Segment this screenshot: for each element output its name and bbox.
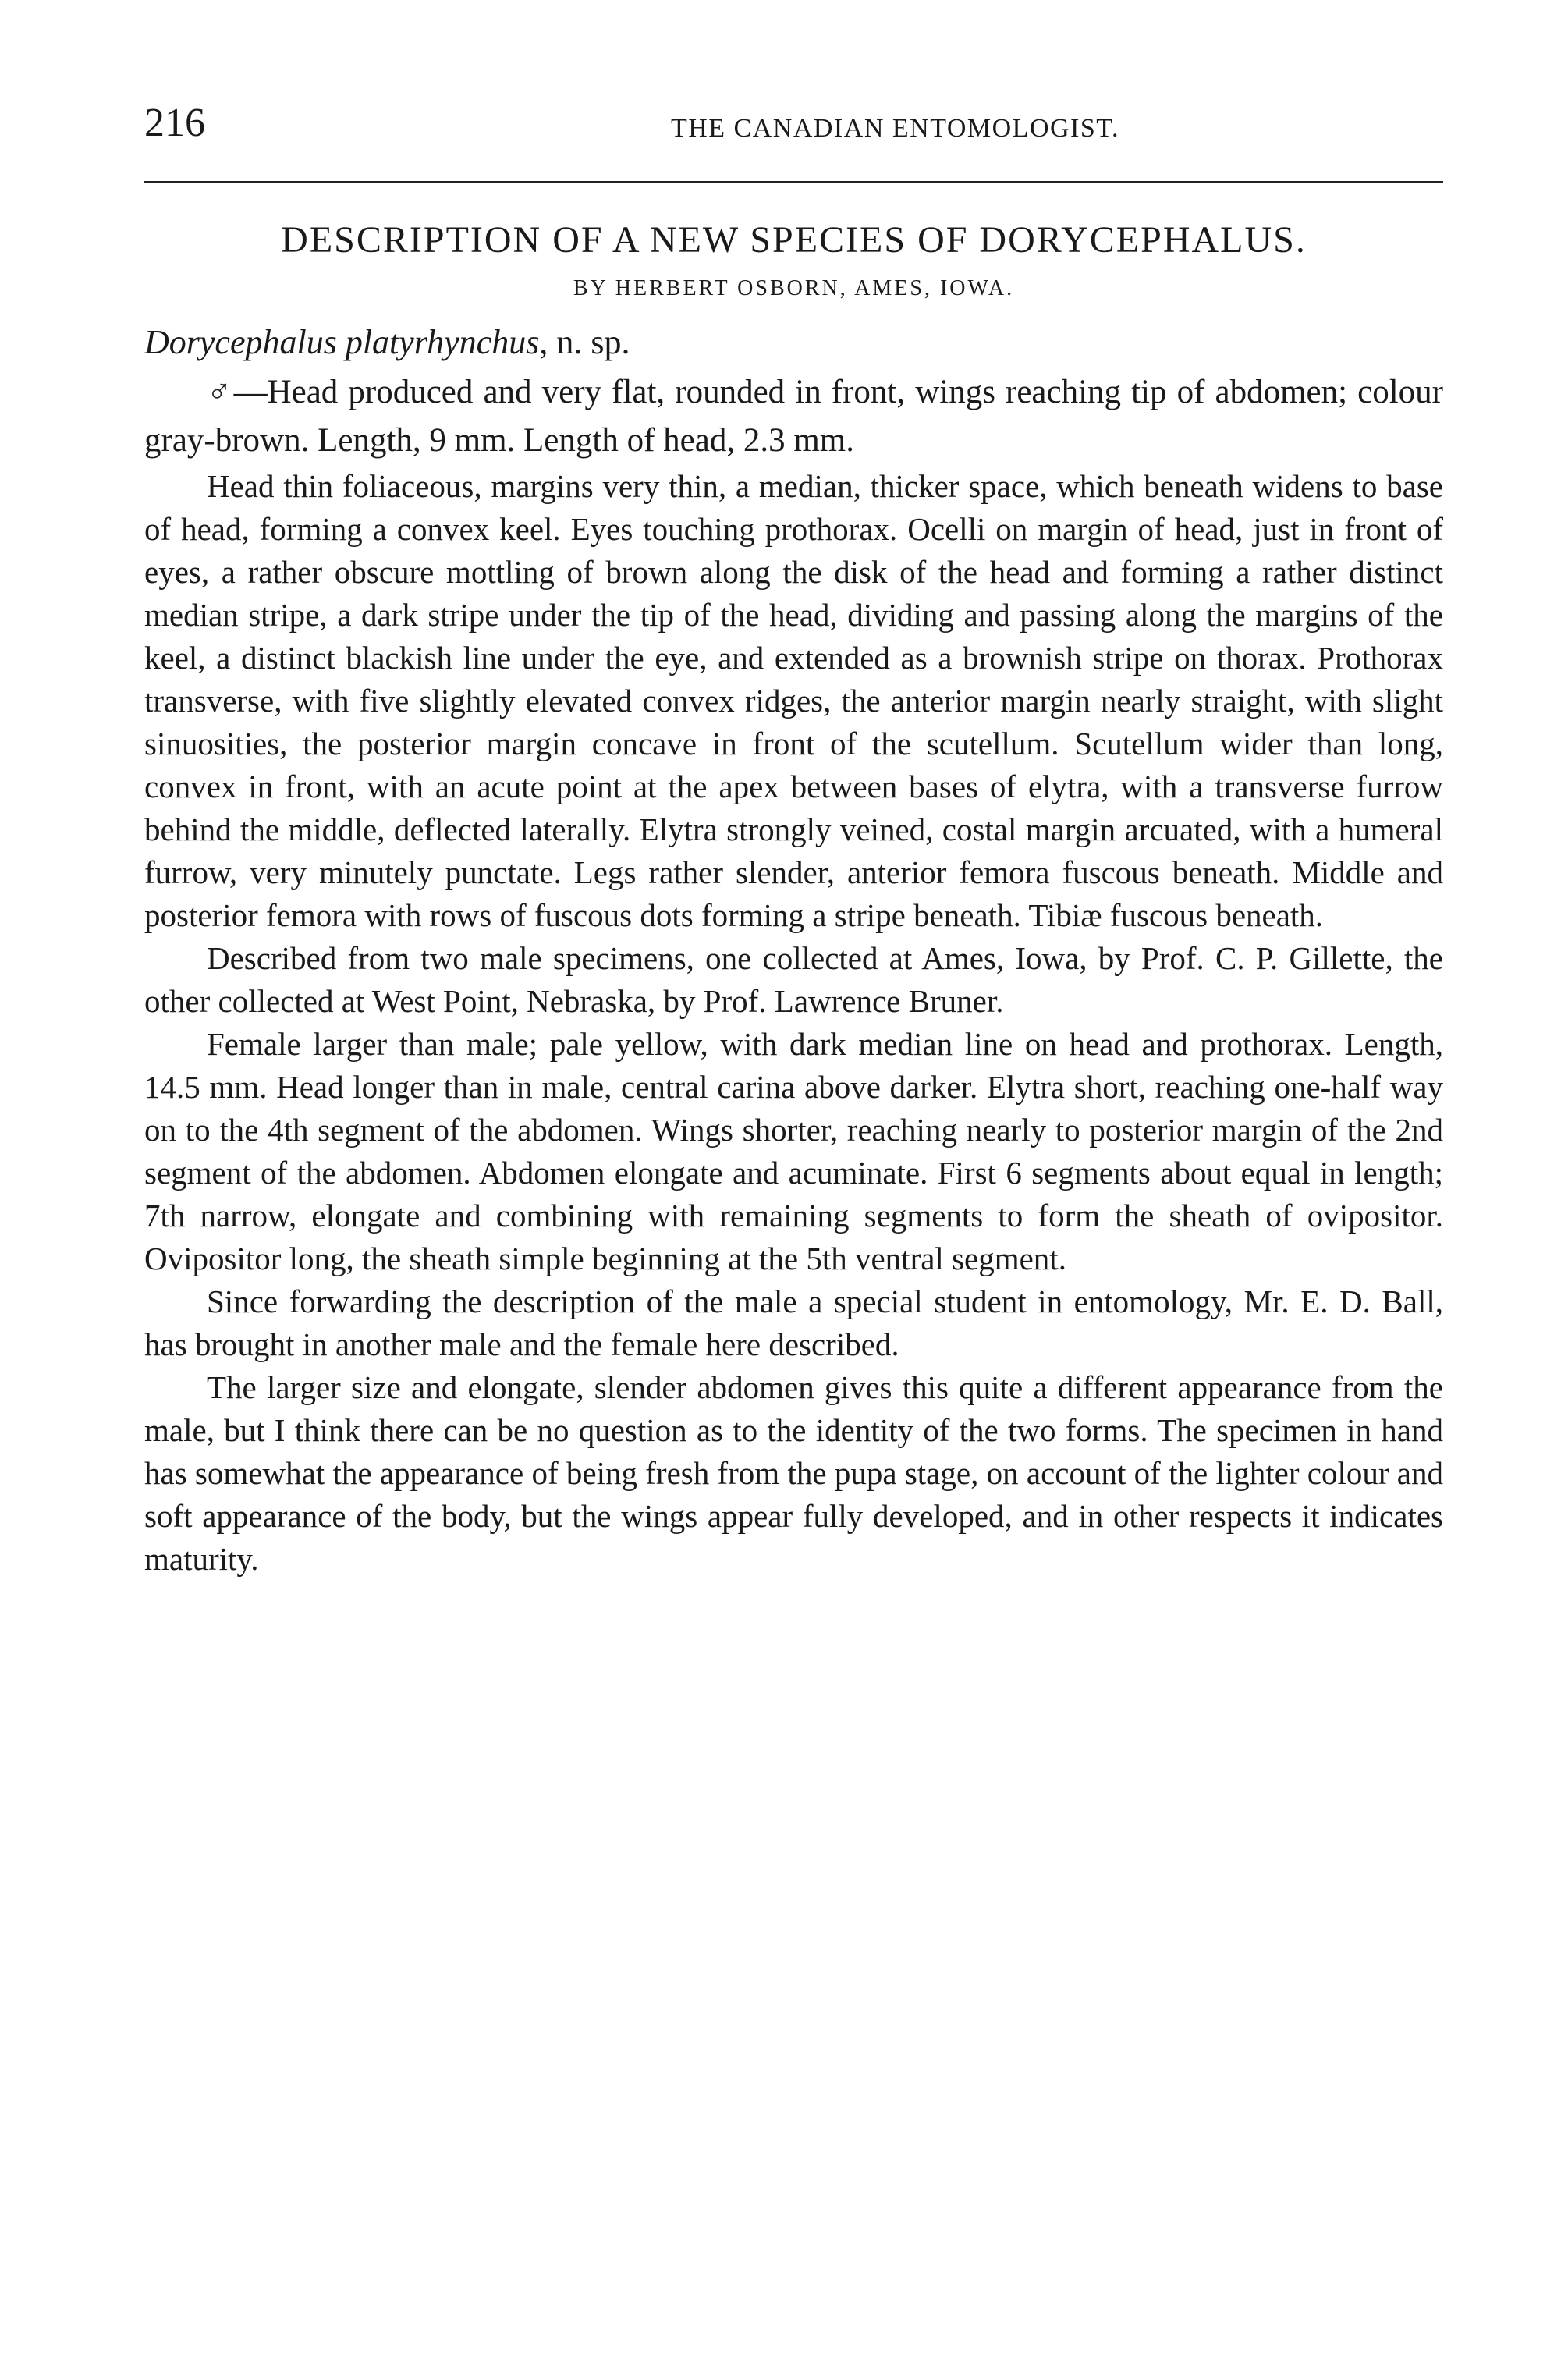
document-page xyxy=(144,86,1443,2270)
paragraph-female-description: Female larger than male; pale yellow, with dark median line on head and prothorax. Length, 14.5 mm. Head longer than in male, central carina above darker. Elytra short, reaching one-half way on to the 4th segment of the abdomen. Wings shorter, reaching nearly to posterior margin of the 2nd segment of the abdomen. Abdomen elongate and acuminate. First 6 segments about equal in length; 7th narrow, elongate and combining with remaining segments to form the sheath of ovipositor. Ovipositor long, the sheath simple beginning at the 5th ventral segment. xyxy=(144,1026,1443,1277)
page-header xyxy=(144,86,1443,172)
species-suffix: , n. sp. xyxy=(539,322,630,361)
species-name: Dorycephalus platyrhynchus xyxy=(144,322,540,361)
article-byline: BY HERBERT OSBORN, AMES, IOWA. xyxy=(573,276,1015,301)
species-heading xyxy=(144,319,1443,365)
page-number: 216 xyxy=(144,101,205,145)
paragraph-additional-specimen: Since forwarding the description of the male a special student in entomology, Mr. E. D. Ball, has brought in another male and the female here described. xyxy=(144,1283,1443,1363)
paragraph-male-summary: ♂—Head produced and very flat, rounded in front, wings reaching tip of abdomen; colour gray-brown. Length, 9 mm. Length of head, 2.3 mm. xyxy=(144,374,1443,460)
paragraph-specimens: Described from two male specimens, one collected at Ames, Iowa, by Prof. C. P. Gillette, the other collected at West Point, Nebraska, by Prof. Lawrence Bruner. xyxy=(144,940,1443,1020)
article-title: DESCRIPTION OF A NEW SPECIES OF DORYCEPHALUS. xyxy=(281,219,1307,261)
header-rule xyxy=(144,181,1443,183)
running-head: THE CANADIAN ENTOMOLOGIST. xyxy=(670,114,1120,143)
paragraph-remarks: The larger size and elongate, slender abdomen gives this quite a different appearance from the male, but I think there can be no question as to the identity of the two forms. The specimen in hand has somewhat the appearance of being fresh from the pupa stage, on account of the lighter colour and soft appearance of the body, but the wings appear fully developed, and in other respects it indicates maturity. xyxy=(144,1369,1443,1578)
article-body xyxy=(144,368,1443,1581)
paragraph-male-description: Head thin foliaceous, margins very thin, a median, thicker space, which beneath widens to base of head, forming a convex keel. Eyes touching prothorax. Ocelli on margin of head, just in front of eyes, a rather obscure mottling of brown along the disk of the head and forming a rather distinct median stripe, a dark stripe under the tip of the head, dividing and passing along the margins of the keel, a distinct blackish line under the eye, and extended as a brownish stripe on thorax. Prothorax transverse, with five slightly elevated convex ridges, the anterior margin nearly straight, with slight sinuosities, the posterior margin concave in front of the scutellum. Scutellum wider than long, convex in front, with an acute point at the apex between bases of elytra, with a transverse furrow behind the middle, deflected laterally. Elytra strongly veined, costal margin arcuated, with a humeral furrow, very minutely punctate. Legs rather slender, anterior femora fuscous beneath. Middle and posterior femora with rows of fuscous dots forming a stripe beneath. Tibiæ fuscous beneath. xyxy=(144,468,1443,934)
